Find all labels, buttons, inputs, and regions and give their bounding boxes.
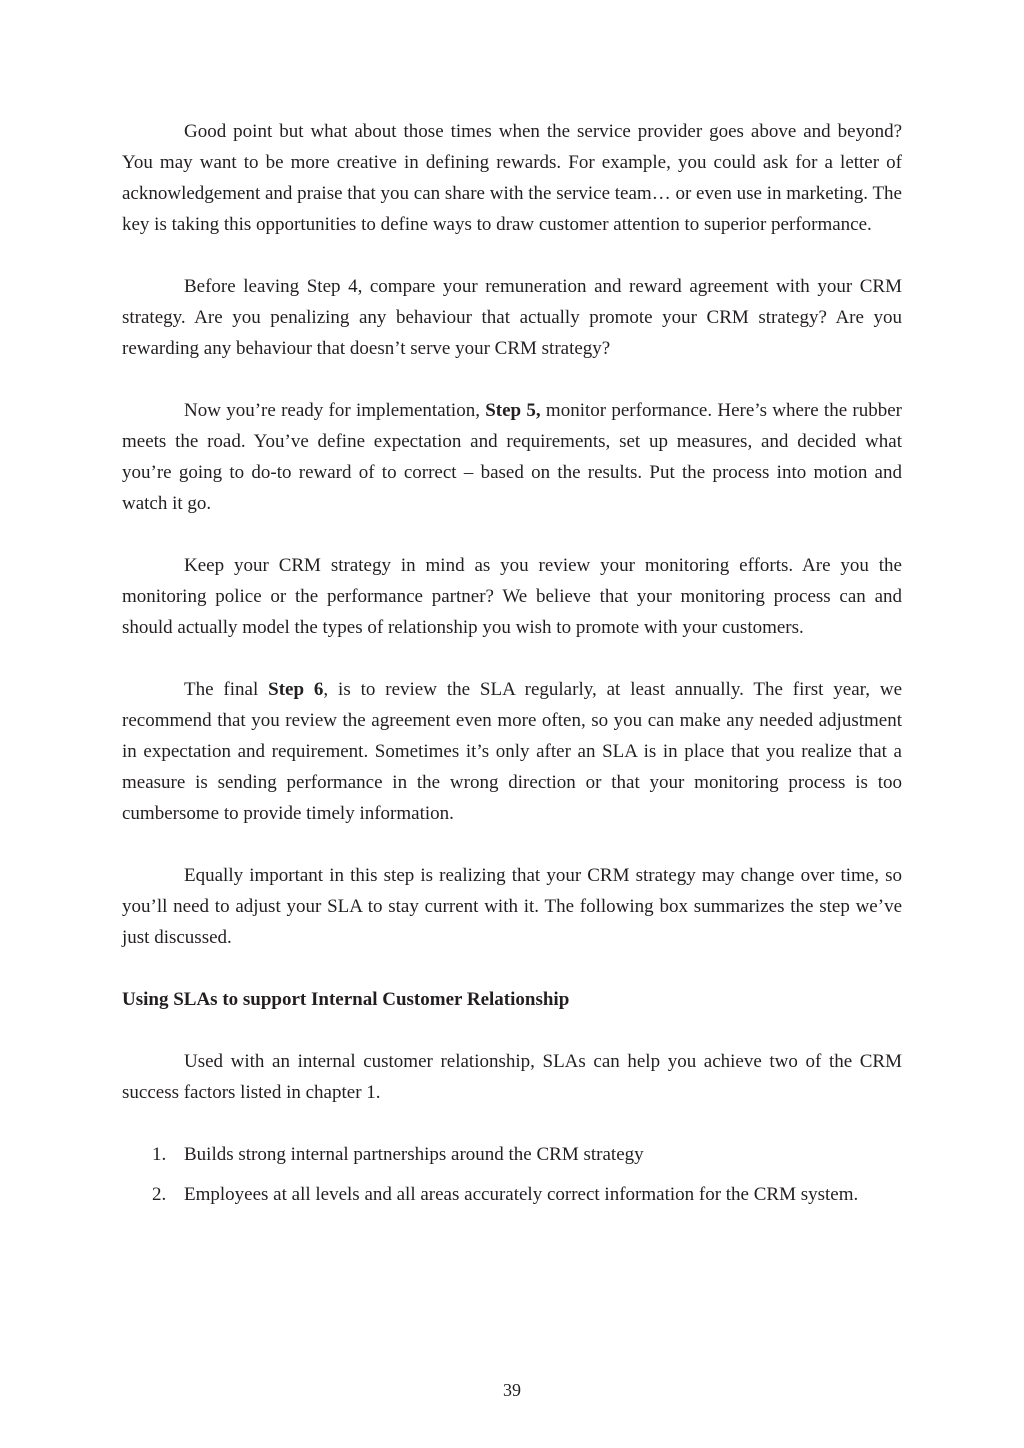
- paragraph-strategy-change: Equally important in this step is realizing that your CRM strategy may change over time, so you’ll need to adjust your SLA to stay current with it. The following box summarizes the step we’ve just discussed.: [122, 865, 902, 948]
- paragraph-internal-slas: Used with an internal customer relationship, SLAs can help you achieve two of the CRM success factors listed in chapter 1.: [122, 1051, 902, 1103]
- list-item: [122, 1139, 902, 1170]
- paragraph-monitoring: Keep your CRM strategy in mind as you review your monitoring efforts. Are you the monitoring police or the performance partner? We believe that your monitoring process can and should actually model the types of relationship you wish to promote with your customers.: [122, 555, 902, 638]
- paragraph-step-6-intro: The final: [184, 679, 269, 700]
- page-body: [122, 116, 902, 1219]
- paragraph-step-5-body: monitor performance. Here’s where the rubber meets the road. You’ve define expectation and requirements, set up measures, and decided what you’re going to do-to reward of to correct – based on the results. Put the process into motion and watch it go.: [122, 400, 902, 514]
- list-item-text: Employees at all levels and all areas accurately correct information for the CRM system.: [184, 1184, 859, 1205]
- paragraph-step-6-body: , is to review the SLA regularly, at least annually. The first year, we recommend that you review the agreement even more often, so you can make any needed adjustment in expectation and requirement. Sometimes it’s only after an SLA is in place that you realize that a measure is sending performance in the wrong direction or that your monitoring process is too cumbersome to provide timely information.: [122, 679, 902, 824]
- paragraph-step-4: Before leaving Step 4, compare your remuneration and reward agreement with your CRM strategy. Are you penalizing any behaviour that actually promote your CRM strategy? Are you rewarding any behaviour that doesn’t serve your CRM strategy?: [122, 276, 902, 359]
- paragraph-step-6: [122, 674, 902, 829]
- page-number: 39: [503, 1380, 521, 1400]
- step-6-label: Step 6: [268, 679, 324, 700]
- list-item: [122, 1179, 902, 1210]
- paragraph-step-5: [122, 395, 902, 519]
- section-heading: Using SLAs to support Internal Customer Relationship: [122, 989, 570, 1010]
- list-item-number: 2.: [152, 1184, 167, 1205]
- paragraph-rewards: Good point but what about those times when the service provider goes above and beyond? You may want to be more creative in defining rewards. For example, you could ask for a letter of acknowledgement and praise that you can share with the service team… or even use in marketing. The key is taking this opportunities to define ways to draw customer attention to superior performance.: [122, 121, 902, 235]
- success-factors-list: [122, 1139, 902, 1210]
- step-5-label: Step 5,: [485, 400, 541, 421]
- list-item-text: Builds strong internal partnerships around the CRM strategy: [184, 1144, 644, 1165]
- paragraph-step-5-intro: Now you’re ready for implementation,: [184, 400, 486, 421]
- list-item-number: 1.: [152, 1144, 167, 1165]
